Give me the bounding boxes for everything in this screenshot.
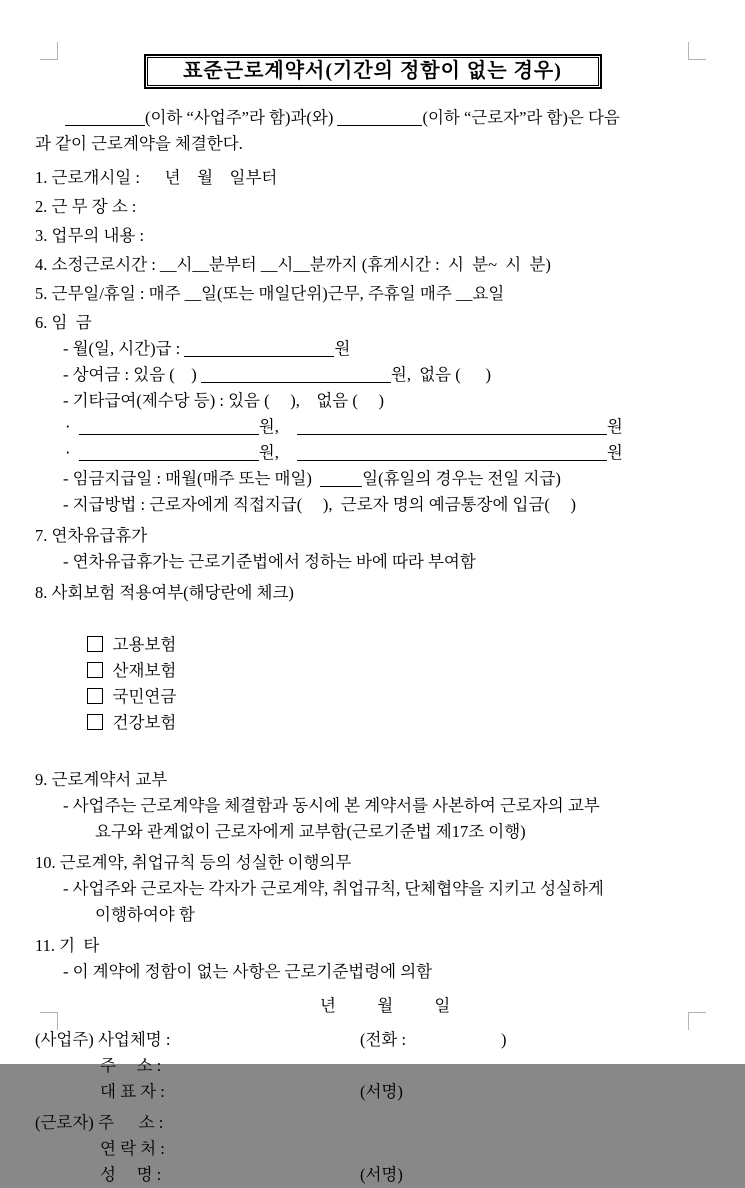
intro-seg1: (이하 “사업주”라 함)과(와) xyxy=(145,108,334,127)
clause-10-heading: 10. 근로계약, 취업규칙 등의 성실한 이행의무 xyxy=(35,853,352,872)
clause-10-line-1: - 사업주와 근로자는 각자가 근로계약, 취업규칙, 단체협약을 지키고 성실하게 xyxy=(63,879,604,898)
accident-insurance-group xyxy=(87,658,177,684)
worker-name-label: 성 명 : xyxy=(100,1165,162,1184)
payment-method-line: - 지급방법 : 근로자에게 직접지급( ), 근로자 명의 예금통장에 입금( ) xyxy=(63,495,577,514)
intro-line-1 xyxy=(0,105,745,131)
won-comma: 원, xyxy=(258,443,279,462)
bullet-dot: · xyxy=(65,417,79,436)
clause-7-heading: 7. 연차유급휴가 xyxy=(35,526,148,545)
clause-9-line-1: - 사업주는 근로계약을 체결함과 동시에 본 계약서를 사본하여 근로자의 교부 xyxy=(63,796,600,815)
worker-label: (근로자) xyxy=(35,1113,98,1132)
wage-label: - 월(일, 시간)급 : xyxy=(63,339,185,358)
checkbox-national-pension-icon xyxy=(87,688,103,704)
clause-9-heading: 9. 근로계약서 교부 xyxy=(35,770,168,789)
employer-company-label: 사업체명 : xyxy=(97,1030,171,1049)
crop-mark-top-right-icon xyxy=(688,42,706,60)
payday-label: - 임금지급일 : 매월(매주 또는 매일) xyxy=(63,469,321,488)
other-pay-blank-2a xyxy=(79,444,259,462)
clause-8-heading: 8. 사회보험 적용여부(해당란에 체크) xyxy=(35,583,294,602)
worker-contact-line: 연 락 처 : xyxy=(100,1139,165,1158)
clause-3-job-description: 3. 업무의 내용 : xyxy=(35,226,149,245)
worker-name-line xyxy=(0,1162,745,1188)
worker-address-label: 주 소 : xyxy=(97,1113,164,1132)
clause-9-line-2: 요구와 관계없이 근로자에게 교부함(근로기준법 제17조 이행) xyxy=(95,822,526,841)
other-pay-blank-row-2 xyxy=(0,440,745,466)
bonus-tail: 원, 없음 ( ) xyxy=(390,365,491,384)
employer-representative-label: 대 표 자 : xyxy=(100,1082,165,1101)
employer-representative-line xyxy=(0,1079,745,1105)
intro-line-2: 과 같이 근로계약을 체결한다. xyxy=(35,134,243,153)
checkbox-label: 고용보험 xyxy=(112,635,177,654)
won-comma: 원, xyxy=(258,417,279,436)
payday-line xyxy=(0,466,745,492)
bonus-amount-blank xyxy=(201,366,391,384)
signature-label: (서명) xyxy=(360,1082,403,1101)
employer-address-line: 주 소 : xyxy=(100,1056,162,1075)
clause-6-heading: 6. 임 금 xyxy=(35,313,92,332)
checkbox-industrial-accident-insurance-icon xyxy=(87,662,103,678)
clause-7-body: - 연차유급휴가는 근로기준법에서 정하는 바에 따라 부여함 xyxy=(63,552,476,571)
title-box xyxy=(144,54,602,89)
intro-seg2: (이하 “근로자”라 함)은 다음 xyxy=(422,108,620,127)
signature-label: (서명) xyxy=(360,1165,403,1184)
other-pay-blank-1a xyxy=(79,418,259,436)
employer-name-blank xyxy=(65,109,145,127)
clause-11-heading: 11. 기 타 xyxy=(35,936,100,955)
bullet-dot: · xyxy=(65,443,79,462)
bonus-line xyxy=(0,362,745,388)
wage-line xyxy=(0,336,745,362)
employment-insurance-group xyxy=(87,632,177,658)
employer-label: (사업주) xyxy=(35,1030,98,1049)
other-pay-blank-row-1 xyxy=(0,414,745,440)
won: 원 xyxy=(606,417,623,436)
clause-4-working-hours: 4. 소정근로시간 : __시__분부터 __시__분까지 (휴게시간 : 시 분~ 시 분) xyxy=(35,255,551,274)
payday-tail: 일(휴일의 경우는 전일 지급) xyxy=(362,469,561,488)
health-insurance-group xyxy=(87,710,177,736)
wage-unit: 원 xyxy=(334,339,351,358)
clause-10-line-2: 이행하여야 함 xyxy=(95,905,195,924)
insurance-checkbox-row xyxy=(0,606,745,762)
page-title: 표준근로계약서(기간의 정함이 없는 경우) xyxy=(147,57,599,86)
worker-address-line xyxy=(0,1110,745,1136)
other-pay-blank-1b xyxy=(297,418,607,436)
payday-blank xyxy=(320,470,362,488)
other-pay-blank-2b xyxy=(297,444,607,462)
checkbox-label: 건강보험 xyxy=(112,713,177,732)
worker-name-blank xyxy=(337,109,422,127)
won: 원 xyxy=(606,443,623,462)
checkbox-employment-insurance-icon xyxy=(87,636,103,652)
bonus-label: - 상여금 : 있음 ( ) xyxy=(63,365,201,384)
checkbox-health-insurance-icon xyxy=(87,714,103,730)
clause-5-workdays-holidays: 5. 근무일/휴일 : 매주 __일(또는 매일단위)근무, 주휴일 매주 __요일 xyxy=(35,284,505,303)
clause-2-workplace: 2. 근 무 장 소 : xyxy=(35,197,141,216)
checkbox-label: 산재보험 xyxy=(112,661,177,680)
wage-amount-blank xyxy=(184,340,334,358)
employer-phone-label: (전화 : ) xyxy=(360,1030,507,1049)
clause-1-start-date: 1. 근로개시일 : 년 월 일부터 xyxy=(35,168,278,187)
employer-company-line xyxy=(0,1027,745,1053)
contract-date-line: 년 월 일 xyxy=(320,996,451,1015)
national-pension-group xyxy=(87,684,177,710)
checkbox-label: 국민연금 xyxy=(112,687,177,706)
clause-11-body: - 이 계약에 정함이 없는 사항은 근로기준법령에 의함 xyxy=(63,962,433,981)
crop-mark-top-left-icon xyxy=(40,42,58,60)
other-pay-line: - 기타급여(제수당 등) : 있음 ( ), 없음 ( ) xyxy=(63,391,384,410)
